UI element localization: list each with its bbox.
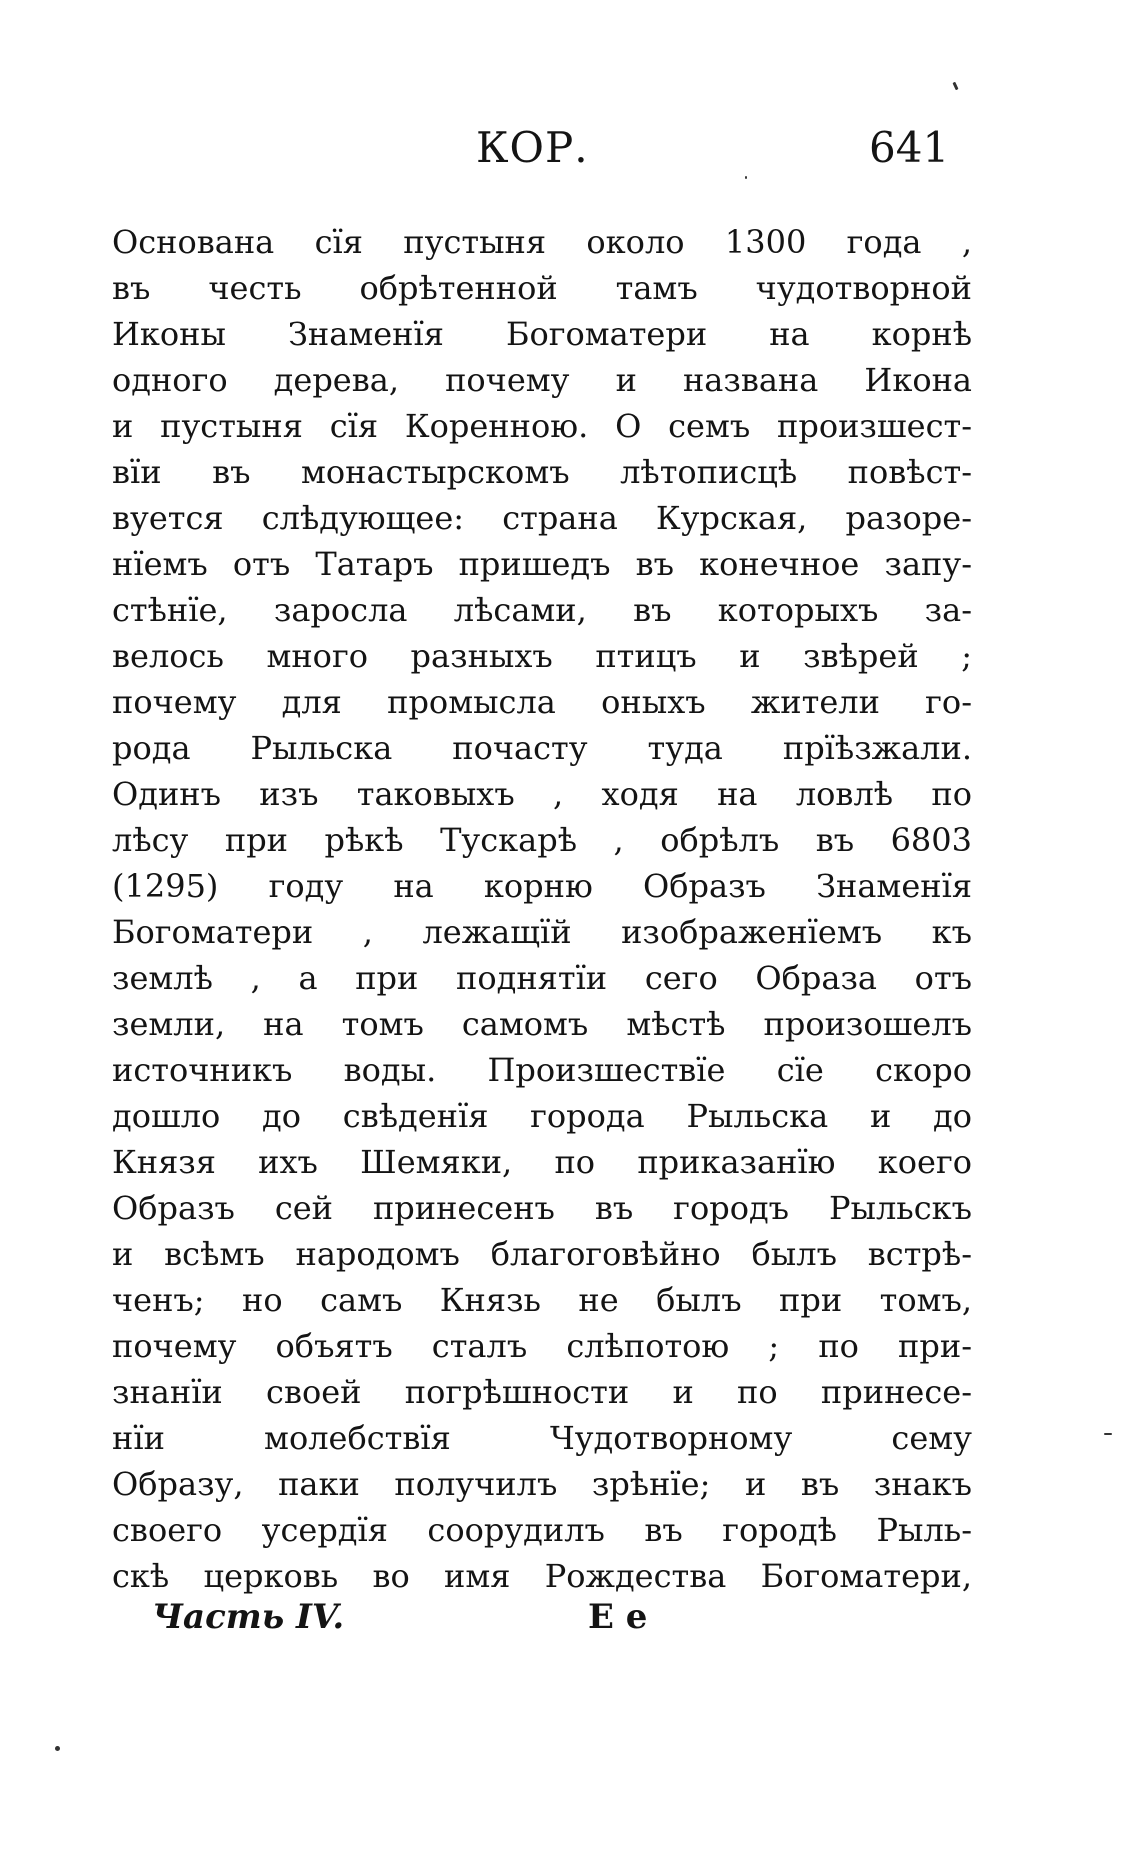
text-line: лѣсу при рѣкѣ Тускарѣ , обрѣлъ въ 6803 — [112, 821, 972, 859]
text-line: Образъ сей принесенъ въ городъ Рыльскъ — [112, 1189, 972, 1227]
text-line: Богоматери , лежащїй изображенїемъ къ — [112, 913, 972, 951]
text-line: знанїи своей погрѣшности и по принесе- — [112, 1373, 972, 1411]
body-text — [112, 219, 972, 1599]
text-line: почему объятъ сталъ слѣпотою ; по при- — [112, 1327, 972, 1365]
text-line: и всѣмъ народомъ благоговѣйно былъ встрѣ- — [112, 1235, 972, 1273]
text-line: Князя ихъ Шемяки, по приказанїю коего — [112, 1143, 972, 1181]
running-head: КОР. — [476, 123, 589, 172]
text-line: своего усердїя соорудилъ въ городѣ Рыль- — [112, 1511, 972, 1549]
ink-speck — [745, 176, 747, 179]
text-line: ченъ; но самъ Князь не былъ при томъ, — [112, 1281, 972, 1319]
text-line: нїи молебствїя Чудотворному сему — [112, 1419, 972, 1457]
text-line: (1295) году на корню Образъ Знаменїя — [112, 867, 972, 905]
text-line: Основана сїя пустыня около 1300 года , — [112, 223, 972, 261]
page-number: 641 — [869, 123, 950, 172]
text-line: рода Рыльска почасту туда прїѣзжали. — [112, 729, 972, 767]
text-line: вуется слѣдующее: страна Курская, разоре- — [112, 499, 972, 537]
page-header — [0, 118, 1140, 178]
text-line: источникъ воды. Произшествїе сїе скоро — [112, 1051, 972, 1089]
text-line: Образу, паки получилъ зрѣнїе; и въ знакъ — [112, 1465, 972, 1503]
text-line: и пустыня сїя Коренною. О семъ произшест- — [112, 407, 972, 445]
text-line: скѣ церковь во имя Рождества Богоматери, — [112, 1557, 972, 1595]
ink-speck — [1104, 1433, 1112, 1435]
page-footer — [152, 1592, 752, 1642]
text-line: дошло до свѣденїя города Рыльска и до — [112, 1097, 972, 1135]
text-line: велось много разныхъ птицъ и звѣрей ; — [112, 637, 972, 675]
text-line: вїи въ монастырскомъ лѣтописцѣ повѣст- — [112, 453, 972, 491]
text-line: земли, на томъ самомъ мѣстѣ произошелъ — [112, 1005, 972, 1043]
text-line: землѣ , а при поднятїи сего Образа отъ — [112, 959, 972, 997]
text-line: Одинъ изъ таковыхъ , ходя на ловлѣ по — [112, 775, 972, 813]
text-line: стѣнїе, заросла лѣсами, въ которыхъ за- — [112, 591, 972, 629]
text-line: нїемъ отъ Татаръ пришедъ въ конечное запу- — [112, 545, 972, 583]
ink-speck — [952, 82, 958, 91]
text-line: въ честь обрѣтенной тамъ чудотворной — [112, 269, 972, 307]
signature-mark: Е е — [588, 1597, 648, 1637]
text-line: одного дерева, почему и названа Икона — [112, 361, 972, 399]
text-line: Иконы Знаменїя Богоматери на корнѣ — [112, 315, 972, 353]
text-line: почему для промысла оныхъ жители го- — [112, 683, 972, 721]
signature-part-label: Часть IV. — [152, 1597, 345, 1637]
ink-speck — [55, 1746, 60, 1751]
